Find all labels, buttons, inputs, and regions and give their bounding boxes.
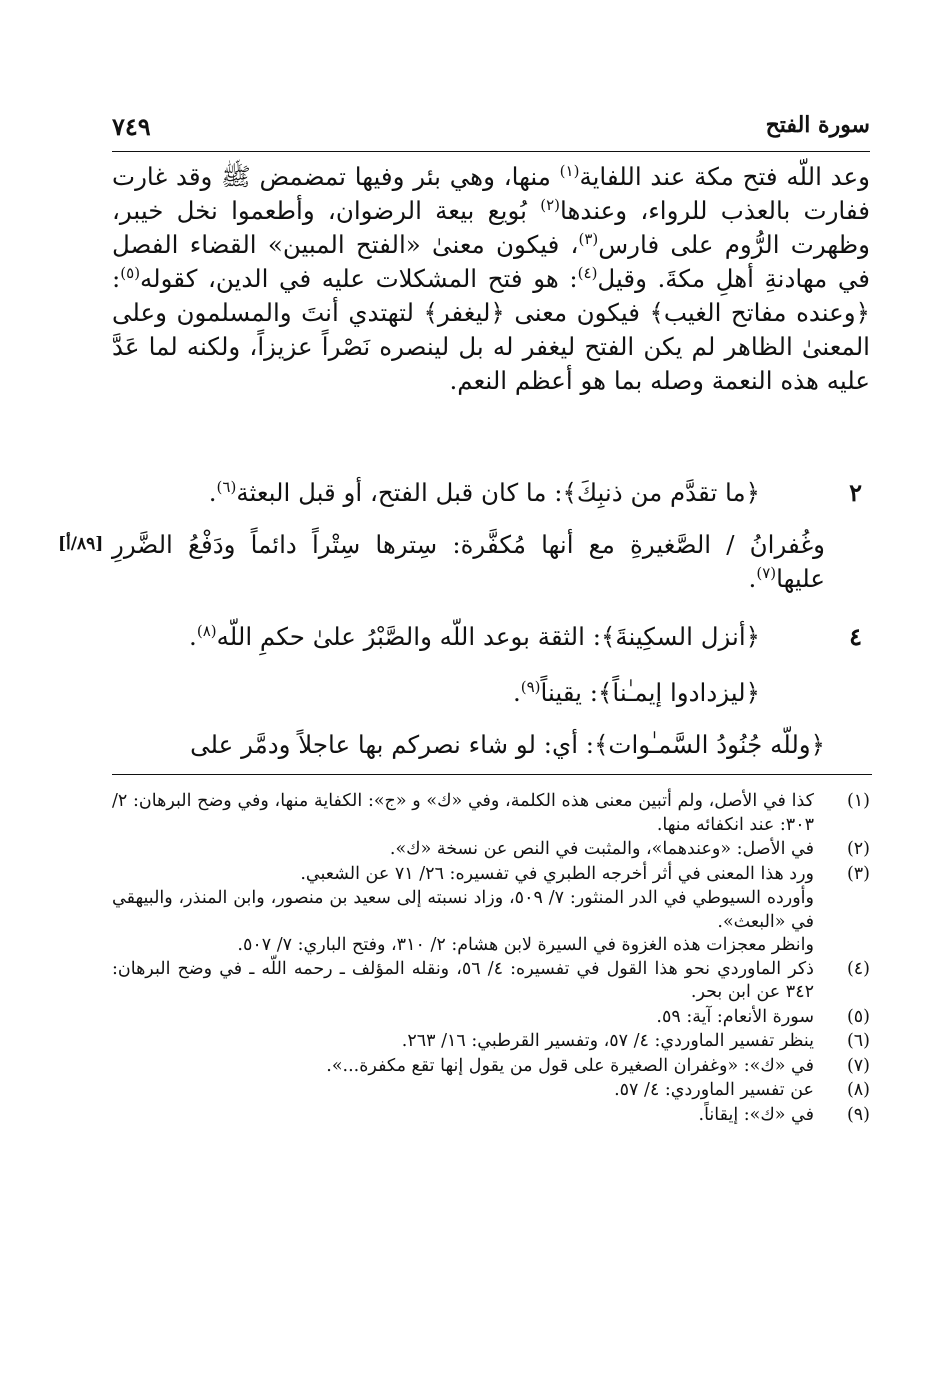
footnote-number: (٧) [846, 1055, 870, 1076]
header-rule [112, 151, 870, 152]
footnote-number: (٨) [846, 1080, 870, 1100]
footnote-rule [112, 774, 872, 775]
footnote-item [112, 958, 870, 1005]
verse-4-text-2: ﴿ليزدادوا إيمـٰناً﴾: يقيناً [540, 678, 760, 707]
intro-text-b: منها، وهي بئر وفيها تمضمض ﷺ وقد غارت ففارت بالعذب للرواء، وعندها [112, 162, 870, 225]
verse-2-text: ﴿ما تقدَّم من ذنبِكَ﴾: ما كان قبل الفتح، أو قبل البعثة [236, 478, 760, 507]
footnote-ref-5: (٥) [120, 263, 141, 282]
footnote-ref-4: (٤) [577, 263, 598, 282]
footnote-item [112, 1006, 870, 1030]
verse-4-line-2 [60, 676, 870, 710]
verse-4-text-1: ﴿أنزل السكِينةَ﴾: الثقة بوعد اللّه والصَّبْرُ علىٰ حكمِ اللّه [216, 622, 760, 651]
footnote-item [112, 863, 870, 887]
footnote-text: في «ك»: «وغفران الصغيرة على قول من يقول إنها تقع مكفرة...». [326, 1055, 814, 1076]
footnote-ref-1: (١) [559, 161, 580, 180]
footnote-continuation: وأورده السيوطي في الدر المنثور: ٧/ ٥٠٩، وزاد نسبته إلى سعيد بن منصور، وابن المنذر، والبيهقي في «البعث». [112, 888, 814, 932]
intro-text-e: : هو فتح المشكلات عليه في الدين، كقوله [140, 264, 578, 293]
footnote-continuation: وانظر معجزات هذه الغزوة في السيرة لابن هشام: ٢/ ٣١٠، وفتح الباري: ٧/ ٥٠٧. [237, 935, 814, 955]
verse-2-line [60, 476, 870, 510]
running-header [112, 108, 870, 148]
verse-4-text-3: ﴿وللّه جُنُودُ السَّمـٰوات﴾: أي: لو شاء نصركم بها عاجلاً ودمَّر على [190, 730, 825, 759]
page-number: ٧٤٩ [112, 112, 151, 141]
footnote-number: (٩) [846, 1104, 870, 1125]
footnote-item [112, 1079, 870, 1103]
footnote-ref-3: (٣) [578, 229, 599, 248]
footnote-ref-8: (٨) [196, 621, 217, 640]
verse-4-end-2: . [512, 678, 521, 707]
footnote-number: (٦) [846, 1031, 870, 1051]
footnote-number: (٢) [846, 839, 870, 859]
footnote-ref-6: (٦) [216, 477, 237, 496]
footnote-item [112, 838, 870, 862]
verse-number-2: ٢ [849, 478, 862, 507]
verse-4-line-3 [112, 728, 870, 762]
footnote-text: في «ك»: إيقاناً. [698, 1104, 814, 1125]
footnote-ref-2: (٢) [540, 195, 560, 214]
footnote-text: في الأصل: «وعندهما»، والمثبت في النص عن نسخة «ك». [389, 839, 814, 859]
footnote-ref-7: (٧) [756, 563, 777, 582]
verse-4-end-1: . [189, 622, 197, 651]
footnote-text: عن تفسير الماوردي: ٤/ ٥٧. [614, 1080, 814, 1100]
footnote-item [112, 1030, 870, 1054]
verse-2-paragraph [112, 528, 870, 596]
intro-text-a: وعد اللّه فتح مكة عند اللفاية [579, 162, 870, 191]
surah-title: سورة الفتح [765, 112, 870, 138]
footnote-number: (١) [846, 791, 870, 811]
verse-2-para-end: . [748, 564, 757, 593]
intro-text-d: ، فيكون معنىٰ «الفتح المبين» القضاء الفصل في مهادنةِ أهلِ مكةَ. وقيل [112, 230, 870, 293]
manuscript-folio-ref: [٨٩/أ] [58, 534, 104, 554]
verse-2-para-text: وغُفرانُ / الصَّغيرةِ مع أنها مُكفَّرة: سِترها سِتْراً دائماً ودَفْعُ الضَّررِ عليها [112, 530, 825, 593]
footnote-text: ينظر تفسير الماوردي: ٤/ ٥٧، وتفسير القرطبي: ١٦/ ٢٦٣. [401, 1031, 814, 1051]
footnote-text: ورد هذا المعنى في أثر أخرجه الطبري في تفسيره: ٢٦/ ٧١ عن الشعبي. [300, 863, 814, 884]
intro-text-f: : ﴿وعنده مفاتح الغيب﴾ فيكون معنى ﴿ليغفر﴾ لتهتدي أنتَ والمسلمون وعلى المعنىٰ الظاهر لم يكن الفتح ليغفر له بل لينصره نَصْراً عزيزاً، ولكنه لما عَدَّ عليه هذه النعمة وصله بما هو أعظم النعم. [112, 264, 870, 395]
verse-number-4: ٤ [849, 622, 862, 651]
footnote-number: (٥) [846, 1006, 870, 1027]
verse-4-line-1 [60, 620, 870, 654]
footnote-item [112, 1104, 870, 1128]
footnote-text: سورة الأنعام: آية: ٥٩. [656, 1006, 814, 1027]
footnote-text: ذكر الماوردي نحو هذا القول في تفسيره: ٤/ ٥٦، ونقله المؤلف ـ رحمه اللّه ـ في وضح البرهان: ٣٤٢ عن ابن بحر. [112, 958, 814, 1002]
verse-2-end: . [208, 478, 217, 507]
footnote-text: كذا في الأصل، ولم أتبين معنى هذه الكلمة، وفي «ك» و «ج»: الكفاية منها، وفي وضح البرهان: ٢/ ٣٠٣: عند انكفائه منها. [112, 791, 814, 835]
footnote-item [112, 790, 870, 837]
footnote-item [112, 1055, 870, 1079]
footnotes-section [112, 790, 870, 1128]
intro-text-c: بُويع بيعة الرضوان، وأطعموا نخل خيبر، وظهرت الرُّوم على فارس [112, 196, 870, 259]
footnote-ref-9: (٩) [520, 677, 541, 696]
intro-paragraph [112, 160, 870, 398]
footnote-number: (٣) [846, 863, 870, 884]
footnote-number: (٤) [846, 958, 870, 979]
